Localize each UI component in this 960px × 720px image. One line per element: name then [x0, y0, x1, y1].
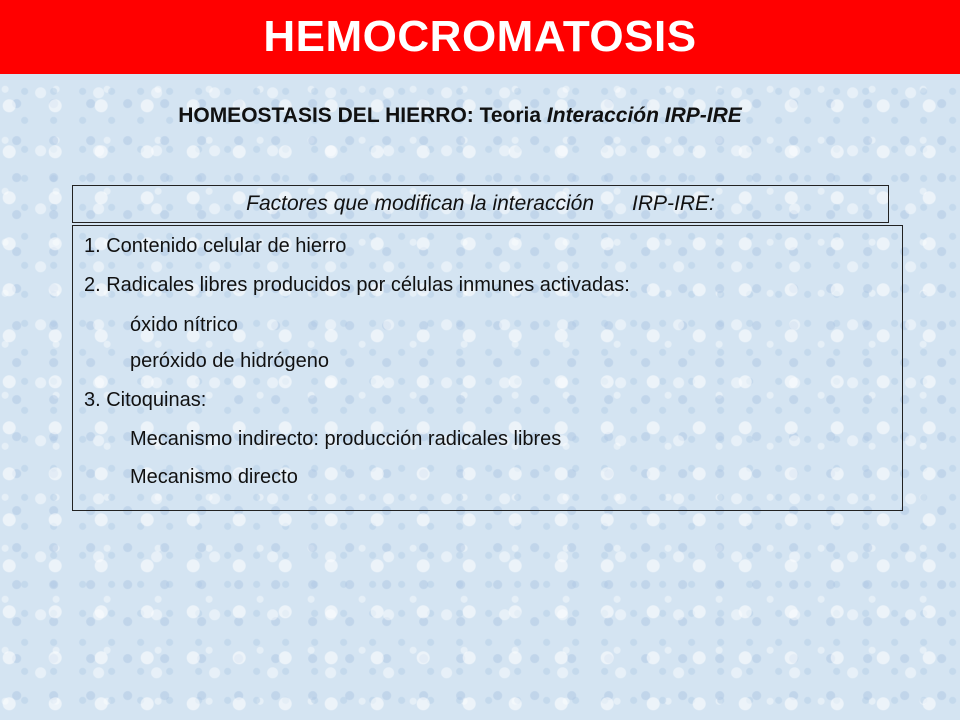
list-item: 2. Radicales libres producidos por células inmunes activadas: [84, 274, 630, 296]
subtitle-italic: Interacción IRP-IRE [546, 104, 742, 127]
slide-title: HEMOCROMATOSIS [263, 12, 697, 61]
factors-header-part2: IRP-IRE: [632, 192, 715, 215]
list-item: 3. Citoquinas: [84, 389, 207, 411]
factors-header-box [72, 185, 889, 223]
list-item: Mecanismo directo [130, 466, 298, 488]
slide-subtitle [0, 104, 920, 128]
list-item: peróxido de hidrógeno [130, 350, 330, 372]
list-item: 1. Contenido celular de hierro [84, 235, 347, 257]
list-item: Mecanismo indirecto: producción radicales libres [130, 428, 562, 450]
title-bar [0, 0, 960, 74]
subtitle-bold: HOMEOSTASIS DEL HIERRO: Teoria [178, 104, 547, 127]
factors-header-part1: Factores que modifican la interacción [246, 192, 594, 215]
list-item: óxido nítrico [130, 314, 238, 336]
factors-list-box [72, 225, 903, 511]
